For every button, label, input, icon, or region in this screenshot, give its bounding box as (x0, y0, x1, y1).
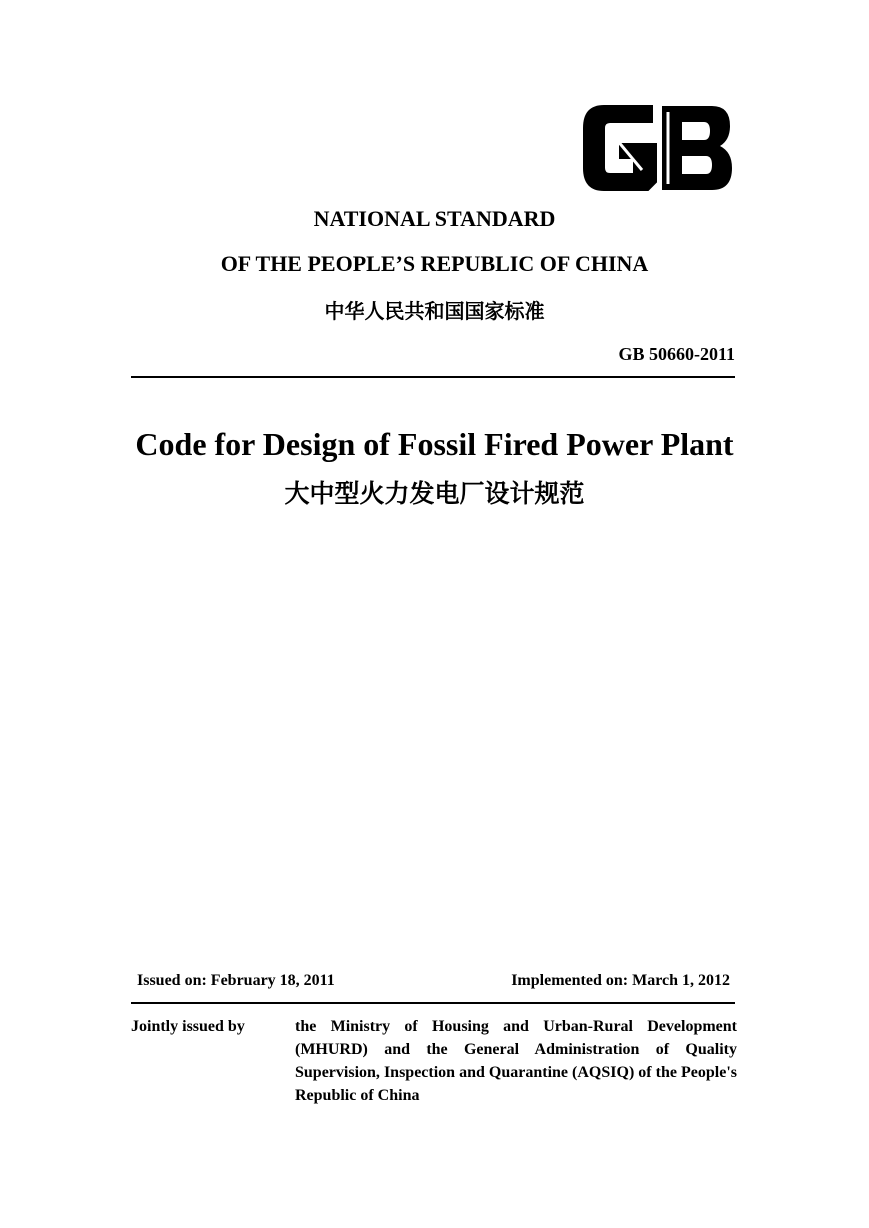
gb-logo (582, 98, 735, 198)
standard-number: GB 50660-2011 (618, 344, 735, 364)
header-line-2: OF THE PEOPLE’S REPUBLIC OF CHINA (220, 251, 649, 276)
bottom-divider (131, 1002, 735, 1004)
header-chinese: 中华人民共和国国家标准 (324, 299, 545, 323)
issuer-text: the Ministry of Housing and Urban-Rural Development (MHURD) and the General Administration of Quality Supervision, Inspection and Quarantine (AQSIQ) of the People's Republic of China (295, 1018, 737, 1104)
gb-logo-graphic (582, 98, 735, 198)
issued-date: Issued on: February 18, 2011 (137, 972, 335, 989)
document-title-chinese: 大中型火力发电厂设计规范 (284, 479, 585, 508)
document-title-english: Code for Design of Fossil Fired Power Plant (135, 426, 734, 462)
header-line-1: NATIONAL STANDARD (313, 206, 556, 231)
issuer-label: Jointly issued by (131, 1018, 245, 1035)
implemented-date: Implemented on: March 1, 2012 (511, 972, 730, 989)
top-divider (131, 376, 735, 378)
